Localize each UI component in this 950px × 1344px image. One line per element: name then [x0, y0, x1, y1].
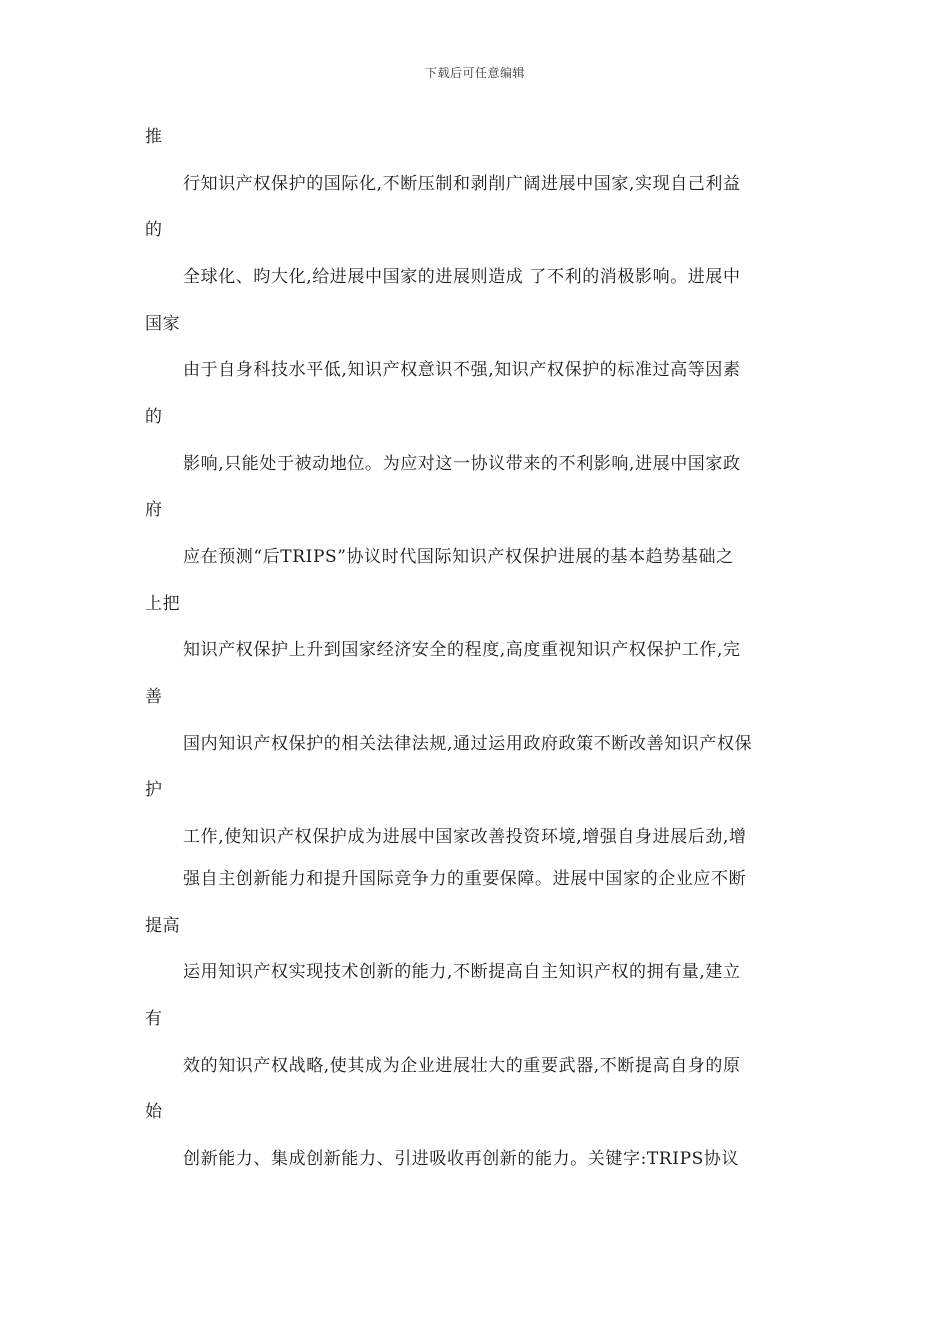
text-line: 上把	[145, 594, 181, 614]
text-line: 的	[145, 407, 163, 427]
text-line: 影响,只能处于被动地位。为应对这一协议带来的不利影响,进展中国家政	[183, 454, 741, 474]
text-line: 运用知识产权实现技术创新的能力,不断提高自主知识产权的拥有量,建立	[183, 962, 741, 982]
text-line: 全球化、昀大化,给进展中国家的进展则造成 了不利的消极影响。进展中	[183, 267, 741, 287]
text-line: 效的知识产权战略,使其成为企业进展壮大的重要武器,不断提高自身的原	[183, 1056, 741, 1076]
text-line: 由于自身科技水平低,知识产权意识不强,知识产权保护的标准过高等因素	[183, 360, 741, 380]
text-line: 国内知识产权保护的相关法律法规,通过运用政府政策不断改善知识产权保	[183, 734, 753, 754]
text-line: 应在预测“后TRIPS”协议时代国际知识产权保护进展的基本趋势基础之	[183, 547, 734, 567]
text-line: 善	[145, 687, 163, 707]
text-line: 工作,使知识产权保护成为进展中国家改善投资环境,增强自身进展后劲,增	[183, 827, 747, 847]
text-line: 强自主创新能力和提升国际竞争力的重要保障。进展中国家的企业应不断	[183, 869, 747, 889]
page-header: 下载后可任意编辑	[424, 66, 525, 80]
text-line: 始	[145, 1102, 163, 1122]
text-line: 行知识产权保护的国际化,不断压制和剥削广阔进展中国家,实现自己利益	[183, 174, 741, 194]
text-line: 创新能力、集成创新能力、引进吸收再创新的能力。关键字:TRIPS协议	[183, 1149, 740, 1169]
text-line: 有	[145, 1009, 163, 1029]
text-line: 国家	[145, 314, 181, 334]
text-line: 的	[145, 220, 163, 240]
text-line: 推	[145, 127, 163, 147]
text-line: 知识产权保护上升到国家经济安全的程度,高度重视知识产权保护工作,完	[183, 640, 741, 660]
text-line: 提高	[145, 916, 181, 936]
text-line: 护	[145, 780, 163, 800]
text-line: 府	[145, 500, 163, 520]
